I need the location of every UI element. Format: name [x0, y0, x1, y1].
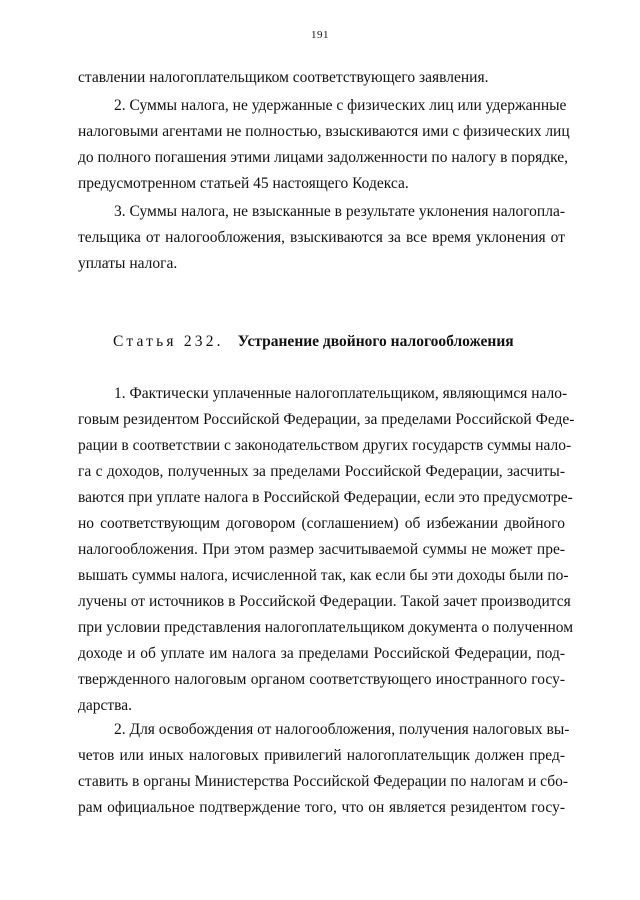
text-line: при условии представления налогоплательщиком документа о полученном	[78, 619, 574, 636]
text-line: ваются при уплате налога в Российской Федерации, если это предусмотре-	[78, 489, 573, 506]
text-line: предусмотренном статьей 45 настоящего Кодекса.	[78, 175, 409, 192]
text-line: 1. Фактически уплаченные налогоплательщиком, являющимся нало-	[114, 385, 568, 402]
text-line: до полного погашения этими лицами задолженности по налогу в порядке,	[78, 149, 569, 166]
text-line: говым резидентом Российской Федерации, за пределами Российской Феде-	[78, 411, 575, 428]
text-line: доходе и об уплате им налога за пределами Российской Федерации, под-	[78, 645, 565, 662]
text-line: но соответствующим договором (соглашением) об избежании двойного	[78, 515, 565, 532]
text-line: вышать суммы налога, исчисленной так, как если бы эти доходы были по-	[78, 567, 569, 584]
article-heading	[113, 332, 514, 352]
text-line: лучены от источников в Российской Федерации. Такой зачет производится	[78, 593, 571, 610]
text-line: 2. Суммы налога, не удержанные с физических лиц или удержанные	[114, 97, 567, 114]
page-number: 191	[311, 29, 329, 41]
text-line: 3. Суммы налога, не взысканные в результате уклонения налогопла-	[114, 203, 565, 220]
article-label: Статья 232.	[113, 333, 224, 350]
text-line: дарства.	[78, 697, 133, 714]
text-line: налогообложения. При этом размер засчитываемой суммы не может пре-	[78, 541, 565, 558]
text-line: рации в соответствии с законодательством других государств суммы нало-	[78, 437, 572, 454]
text-line: ставить в органы Министерства Российской Федерации по налогам и сбо-	[78, 773, 569, 790]
text-line: ставлении налогоплательщиком соответствующего заявления.	[78, 69, 489, 86]
text-line: тельщика от налогообложения, взыскиваются за все время уклонения от	[78, 229, 565, 246]
article-title: Устранение двойного налогообложения	[237, 333, 514, 350]
text-line: четов или иных налоговых привилегий налогоплательщик должен пред-	[78, 747, 565, 764]
text-line: рам официальное подтверждение того, что он является резидентом госу-	[78, 799, 565, 816]
text-line: налоговыми агентами не полностью, взыскиваются ими с физических лиц	[78, 123, 570, 140]
text-line: твержденного налоговым органом соответствующего иностранного госу-	[78, 671, 565, 688]
text-line: уплаты налога.	[78, 255, 178, 272]
text-line: га с доходов, полученных за пределами Российской Федерации, засчиты-	[78, 463, 565, 480]
text-line: 2. Для освобождения от налогообложения, получения налоговых вы-	[114, 721, 570, 738]
